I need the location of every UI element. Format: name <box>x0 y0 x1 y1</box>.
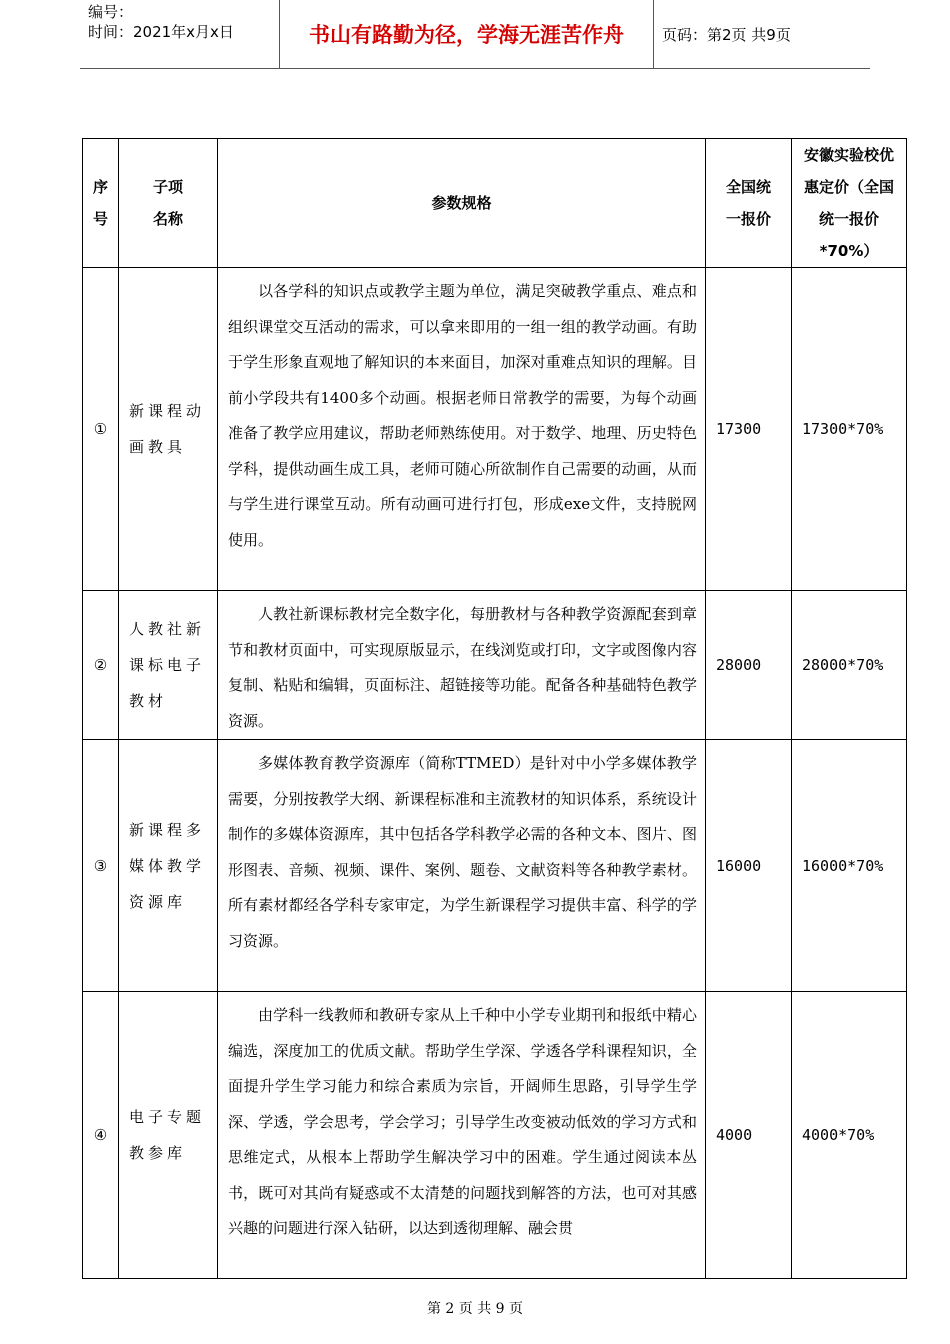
row-national-price: 28000 <box>706 591 792 740</box>
row-spec: 多媒体教育教学资源库（简称TTMED）是针对中小学多媒体教学需要，分别按教学大纲、新课程标准和主流教材的知识体系，系统设计制作的多媒体资源库，其中包括各学科教学必需的各种文本、图片、图形图表、音频、视频、课件、案例、题卷、文献资料等各种教学素材。所有素材都经各学科专家审定，为学生新课程学习提供丰富、科学的学习资源。 <box>218 740 706 992</box>
header-page-number: 页码：第2页 共9页 <box>662 25 791 44</box>
table-row <box>83 992 907 1279</box>
row-spec: 人教社新课标教材完全数字化，每册教材与各种教学资源配套到章节和教材页面中，可实现原版显示，在线浏览或打印，文字或图像内容复制、粘贴和编辑，页面标注、超链接等功能。配备各种基础特色教学资源。 <box>218 591 706 740</box>
row-national-price: 16000 <box>706 740 792 992</box>
row-discount-price: 28000*70% <box>792 591 907 740</box>
row-index: ② <box>83 591 119 740</box>
row-spec: 以各学科的知识点或教学主题为单位，满足突破教学重点、难点和组织课堂交互活动的需求，可以拿来即用的一组一组的教学动画。有助于学生形象直观地了解知识的本来面目，加深对重难点知识的理解。目前小学段共有1400多个动画。根据老师日常教学的需要，为每个动画准备了教学应用建议，帮助老师熟练使用。对于数学、地理、历史特色学科，提供动画生成工具，老师可随心所欲制作自己需要的动画，从而与学生进行课堂互动。所有动画可进行打包，形成exe文件，支持脱网使用。 <box>218 268 706 591</box>
row-name: 新课程多媒体教学资源库 <box>119 740 218 992</box>
header-index: 序号 <box>83 139 119 268</box>
row-spec: 由学科一线教师和教研专家从上千种中小学专业期刊和报纸中精心编选，深度加工的优质文献。帮助学生学深、学透各学科课程知识，全面提升学生学习能力和综合素质为宗旨，开阔师生思路，引导学生学深、学透，学会思考，学会学习；引导学生改变被动低效的学习方式和思维定式，从根本上帮助学生解决学习中的困难。学生通过阅读本丛书，既可对其尚有疑惑或不太清楚的问题找到解答的方法，也可对其感兴趣的问题进行深入钻研，以达到透彻理解、融会贯 <box>218 992 706 1279</box>
row-index: ④ <box>83 992 119 1279</box>
row-national-price: 4000 <box>706 992 792 1279</box>
document-time-label: 时间：2021年x月x日 <box>88 23 234 41</box>
row-national-price: 17300 <box>706 268 792 591</box>
row-name: 新课程动画教具 <box>119 268 218 591</box>
header-meta <box>80 0 280 68</box>
header-motto: 书山有路勤为径，学海无涯苦作舟 <box>280 0 654 68</box>
document-number-label: 编号： <box>88 3 134 21</box>
header-name: 子项名称 <box>119 139 218 268</box>
table-row <box>83 268 907 591</box>
row-index: ③ <box>83 740 119 992</box>
table-row <box>83 740 907 992</box>
page-footer: 第 2 页 共 9 页 <box>426 1301 524 1317</box>
table-row <box>83 591 907 740</box>
product-spec-table <box>82 138 907 1279</box>
table-header-row <box>83 139 907 268</box>
row-index: ① <box>83 268 119 591</box>
header-discount-price: 安徽实验校优惠定价（全国统一报价*70%） <box>792 139 907 268</box>
header-spec: 参数规格 <box>218 139 706 268</box>
header-national-price: 全国统一报价 <box>706 139 792 268</box>
row-discount-price: 4000*70% <box>792 992 907 1279</box>
row-name: 人教社新课标电子教材 <box>119 591 218 740</box>
row-discount-price: 16000*70% <box>792 740 907 992</box>
page-header <box>80 0 870 69</box>
row-discount-price: 17300*70% <box>792 268 907 591</box>
row-name: 电子专题教参库 <box>119 992 218 1279</box>
